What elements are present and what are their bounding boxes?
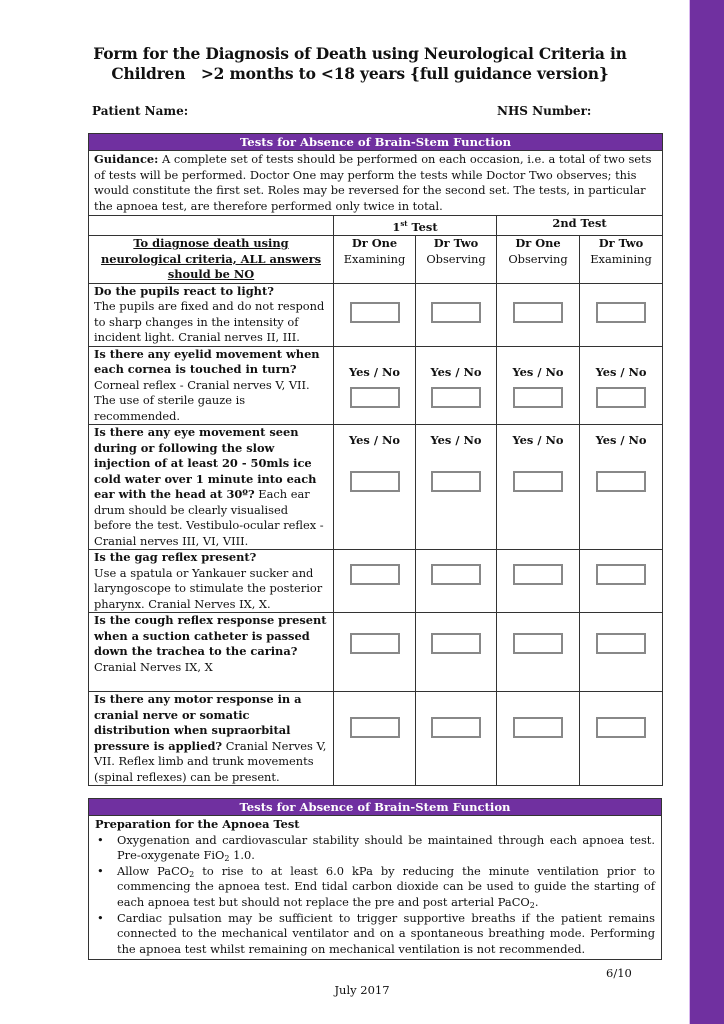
table-row [89, 613, 663, 692]
nhs-number-label: NHS Number: [497, 104, 592, 118]
answer-box[interactable] [350, 633, 400, 654]
test-description: Is there any motor response in a cranial nerve or somatic distribution when supraorbital pressure is applied? Cranial Nerves V, VII. Reflex limb and trunk movements (spinal reflexes) can be present. [89, 692, 334, 786]
answer-box[interactable] [596, 471, 646, 492]
yes-no-label: Yes / No [512, 433, 564, 448]
apnoea-subtitle: Preparation for the Apnoea Test [95, 817, 300, 831]
bullet-item: • Cardiac pulsation may be sufficient to trigger supportive breaths if the patient remains connected to the mechanical ventilator and on a spontaneous breathing mode. Performing the apnoea test whilst remaining on mechanical ventilation is not recommended. [117, 911, 655, 958]
table-row [89, 692, 663, 786]
answer-box[interactable] [350, 302, 400, 323]
table-row [89, 550, 663, 613]
test-description: Is there any eyelid movement when each cornea is touched in turn? Corneal reflex - Cranial nerves V, VII. The use of sterile gauze is recommended. [89, 346, 334, 425]
test-description: Is the gag reflex present? Use a spatula or Yankauer sucker and laryngoscope to stimulate the posterior pharynx. Cranial Nerves IX, X. [89, 550, 334, 613]
answer-box[interactable] [431, 633, 481, 654]
document-title [80, 44, 640, 84]
yes-no-label: Yes / No [430, 433, 482, 448]
table-row [89, 346, 663, 425]
answer-box[interactable] [350, 471, 400, 492]
answer-box[interactable] [513, 633, 563, 654]
answer-box[interactable] [513, 471, 563, 492]
page-number: 6/10 [606, 966, 632, 980]
guidance-text [89, 151, 663, 216]
answer-box[interactable] [431, 302, 481, 323]
blank-header-cell [89, 216, 334, 236]
apnoea-content [89, 816, 662, 960]
answer-box[interactable] [596, 564, 646, 585]
apnoea-preparation-table [88, 798, 662, 960]
column-header-1: Dr One Examining [334, 236, 416, 284]
answer-box[interactable] [350, 717, 400, 738]
answer-box[interactable] [431, 717, 481, 738]
test-description: Is there any eye movement seen during or following the slow injection of at least 20 - 50mls ice cold water over 1 minute into each ear with the head at 30º? Each ear drum should be clearly visualised before the test. Vestibulo-ocular reflex - Cranial nerves III, VI, VIII. [89, 425, 334, 550]
table-row [89, 425, 663, 550]
guidance-body: A complete set of tests should be performed on each occasion, i.e. a total of two sets of tests will be performed. Doctor One may perform the tests while Doctor Two observes; this would constitute the first set. Roles may be reversed for the second set. The tests, in particular the apnoea test, are therefore performed only twice in total. [94, 152, 652, 213]
yes-no-label: Yes / No [595, 365, 647, 380]
apnoea-bullets [95, 833, 655, 958]
answer-box[interactable] [350, 387, 400, 408]
title-line-2: Children >2 months to <18 years {full guidance version} [111, 64, 609, 83]
table-row [89, 283, 663, 346]
answer-box[interactable] [596, 302, 646, 323]
footer-date: July 2017 [334, 983, 390, 997]
answer-box[interactable] [596, 633, 646, 654]
answer-box[interactable] [596, 717, 646, 738]
answer-box[interactable] [596, 387, 646, 408]
answer-box[interactable] [513, 302, 563, 323]
yes-no-label: Yes / No [430, 365, 482, 380]
answer-box[interactable] [431, 564, 481, 585]
answer-box[interactable] [431, 387, 481, 408]
second-test-header: 2nd Test [497, 216, 663, 236]
title-line-1: Form for the Diagnosis of Death using Neurological Criteria in [93, 44, 627, 63]
yes-no-label: Yes / No [349, 433, 400, 448]
bullet-item: • Allow PaCO$_2$ to rise to at least 6.0 kPa by reducing the minute ventilation prior to commencing the apnoea test. End tidal carbon dioxide can be used to guide the starting of each apnoea test but should not replace the pre and post arterial PaCO$_2$. [117, 864, 655, 911]
brainstem-tests-table [88, 133, 663, 786]
answer-box[interactable] [350, 564, 400, 585]
criteria-header: To diagnose death using neurological criteria, ALL answers should be NO [89, 236, 334, 284]
column-header-3: Dr One Observing [497, 236, 580, 284]
column-header-4: Dr Two Examining [580, 236, 663, 284]
answer-box[interactable] [513, 387, 563, 408]
answer-box[interactable] [513, 564, 563, 585]
side-accent-strip [689, 0, 724, 1024]
test-description: Do the pupils react to light? The pupils are fixed and do not respond to sharp changes in the intensity of incident light. Cranial nerves II, III. [89, 283, 334, 346]
section-header: Tests for Absence of Brain-Stem Function [89, 134, 663, 151]
column-header-2: Dr Two Observing [416, 236, 497, 284]
bullet-item: • Oxygenation and cardiovascular stability should be maintained through each apnoea test. Pre-oxygenate FiO$_2$ 1.0. [117, 833, 655, 864]
patient-name-label: Patient Name: [92, 104, 189, 118]
test-description: Is the cough reflex response present when a suction catheter is passed down the trachea to the carina? Cranial Nerves IX, X [89, 613, 334, 692]
apnoea-section-header: Tests for Absence of Brain-Stem Function [89, 799, 662, 816]
answer-box[interactable] [431, 471, 481, 492]
first-test-header: 1st Test [334, 216, 497, 236]
yes-no-label: Yes / No [595, 433, 647, 448]
yes-no-label: Yes / No [512, 365, 564, 380]
answer-box[interactable] [513, 717, 563, 738]
yes-no-label: Yes / No [349, 365, 400, 380]
guidance-label: Guidance: [94, 152, 159, 166]
